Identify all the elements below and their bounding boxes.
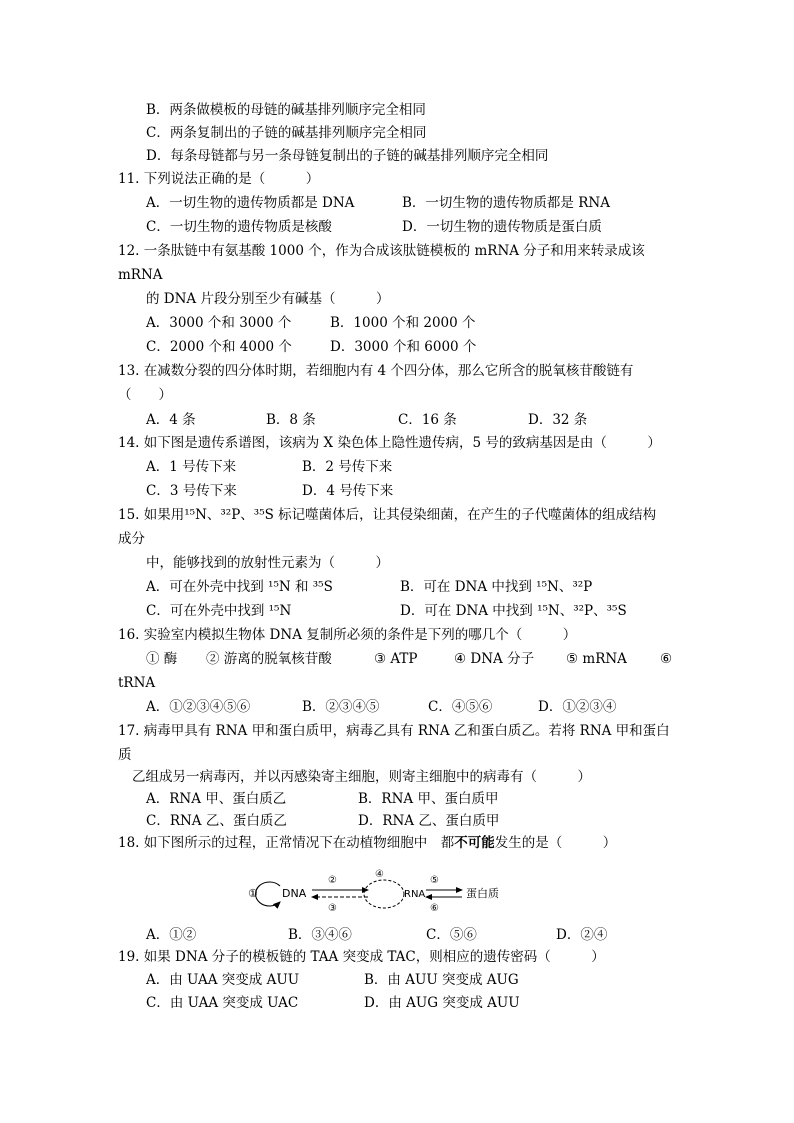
q16-stem: 16. 实验室内模拟生物体 DNA 复制所必须的条件是下列的哪几个（ ）: [118, 627, 577, 643]
q18-stem-post: 发生的是（ ）: [494, 835, 617, 851]
q15-option-b: B．可在 DNA 中找到 ¹⁵N、³²P: [400, 579, 593, 595]
q10-option-c: C．两条复制出的子链的碱基排列顺序完全相同: [146, 125, 427, 141]
diagram-label-6: ⑥: [430, 903, 439, 914]
q11-option-b: B．一切生物的遗传物质都是 RNA: [402, 195, 610, 211]
q16-item-2: ② 游离的脱氧核苷酸: [206, 651, 332, 667]
diagram-dna: DNA: [282, 887, 307, 900]
q11-option-a: A．一切生物的遗传物质都是 DNA: [146, 195, 355, 211]
q17-stem-line2: 质: [118, 747, 132, 763]
rna-replication-loop: [364, 880, 404, 908]
diagram-label-1: ①: [248, 887, 258, 900]
q16-item-3: ③ ATP: [374, 651, 418, 667]
q16-item-5: ⑤ mRNA: [566, 651, 627, 667]
q17-option-d: D．RNA 乙、蛋白质甲: [358, 813, 500, 829]
q18-option-d: D．②④: [556, 927, 608, 943]
q11-stem: 11. 下列说法正确的是（ ）: [118, 171, 320, 187]
q14-option-b: B．2 号传下来: [302, 459, 393, 475]
q16-option-c: C．④⑤⑥: [428, 699, 493, 715]
q15-option-c: C．可在外壳中找到 ¹⁵N: [146, 603, 292, 619]
q19-stem: 19. 如果 DNA 分子的模板链的 TAA 突变成 TAC，则相应的遗传密码（ ）: [118, 949, 605, 965]
q10-option-d: D．每条母链都与另一条母链复制出的子链的碱基排列顺序完全相同: [146, 148, 549, 164]
q13-option-a: A．4 条: [146, 412, 196, 428]
diagram-label-2: ②: [328, 875, 337, 886]
q13-stem-line1: 13. 在减数分裂的四分体时期，若细胞内有 4 个四分体，那么它所含的脱氧核苷酸链有: [118, 363, 634, 379]
q15-option-a: A．可在外壳中找到 ¹⁵N 和 ³⁵S: [146, 579, 333, 595]
q12-option-c: C．2000 个和 4000 个: [146, 339, 292, 355]
q16-option-d: D．①②③④: [538, 699, 617, 715]
q17-option-b: B．RNA 甲、蛋白质甲: [358, 791, 499, 807]
q17-stem-line3: 乙组成另一病毒丙，并以丙感染寄主细胞，则寄主细胞中的病毒有（ ）: [132, 769, 591, 785]
q15-option-d: D．可在 DNA 中找到 ¹⁵N、³²P、³⁵S: [400, 603, 627, 619]
q12-option-d: D．3000 个和 6000 个: [330, 339, 477, 355]
q10-option-b: B．两条做模板的母链的碱基排列顺序完全相同: [146, 102, 426, 118]
q17-stem-line1: 17. 病毒甲具有 RNA 甲和蛋白质甲，病毒乙具有 RNA 乙和蛋白质乙。若将 RNA 甲和蛋白: [118, 723, 670, 739]
q18-option-a: A．①②: [146, 927, 197, 943]
q14-option-a: A．1 号传下来: [146, 459, 237, 475]
diagram-label-4: ④: [375, 869, 384, 880]
q15-stem-line1: 15. 如果用¹⁵N、³²P、³⁵S 标记噬菌体后，让其侵染细菌，在产生的子代噬菌体的组成结构: [118, 507, 657, 523]
q18-option-c: C．⑤⑥: [426, 927, 477, 943]
diagram-label-3: ③: [328, 903, 337, 914]
q19-option-c: C．由 UAA 突变成 UAC: [146, 995, 299, 1011]
q16-item-1: ① 酶: [146, 651, 178, 667]
q13-option-c: C．16 条: [398, 412, 457, 428]
q11-option-c: C．一切生物的遗传物质是核酸: [146, 219, 332, 235]
q19-option-a: A．由 UAA 突变成 AUU: [146, 972, 300, 988]
q15-stem-line2: 成分: [118, 531, 145, 547]
q14-option-d: D．4 号传下来: [302, 483, 394, 499]
diagram-protein: 蛋白质: [466, 887, 499, 900]
q13-stem-line2: （ ）: [118, 387, 172, 403]
q18-stem-pre: 18. 如下图所示的过程，正常情况下在动植物细胞中 都: [118, 835, 455, 851]
q14-stem: 14. 如下图是遗传系谱图，该病为 X 染色体上隐性遗传病，5 号的致病基因是由（ ）: [118, 435, 661, 451]
q17-option-c: C．RNA 乙、蛋白质乙: [146, 813, 287, 829]
q16-option-b: B．②③④⑤: [302, 699, 380, 715]
q13-option-b: B．8 条: [266, 412, 316, 428]
q19-option-b: B．由 AUU 突变成 AUG: [364, 972, 519, 988]
q16-item-6: ⑥: [660, 651, 673, 667]
q18-option-b: B．③④⑥: [288, 927, 352, 943]
q19-option-d: D．由 AUG 突变成 AUU: [364, 995, 520, 1011]
q12-option-b: B．1000 个和 2000 个: [330, 315, 476, 331]
q15-stem-line3: 中，能够找到的放射性元素为（ ）: [146, 555, 389, 571]
diagram-rna: RNA: [404, 889, 426, 900]
q12-stem-line1: 12. 一条肽链中有氨基酸 1000 个，作为合成该肽链模板的 mRNA 分子和用来转录成该: [118, 243, 645, 259]
q14-option-c: C．3 号传下来: [146, 483, 237, 499]
q16-item-6-wrap: tRNA: [118, 675, 156, 691]
q16-item-4: ④ DNA 分子: [454, 651, 535, 667]
q18-stem-emphasis: 不可能: [454, 835, 495, 851]
q18-stem: [118, 834, 616, 852]
q11-option-d: D．一切生物的遗传物质是蛋白质: [402, 219, 602, 235]
q12-option-a: A．3000 个和 3000 个: [146, 315, 292, 331]
dna-replication-loop: [256, 882, 280, 906]
diagram-label-5: ⑤: [430, 875, 439, 886]
q12-stem-line2: mRNA: [118, 267, 163, 283]
q12-stem-line3: 的 DNA 片段分别至少有碱基（ ）: [146, 291, 390, 307]
q13-option-d: D．32 条: [528, 412, 588, 428]
q17-option-a: A．RNA 甲、蛋白质乙: [146, 791, 287, 807]
q16-option-a: A．①②③④⑤⑥: [146, 699, 251, 715]
central-dogma-diagram: [244, 866, 524, 916]
